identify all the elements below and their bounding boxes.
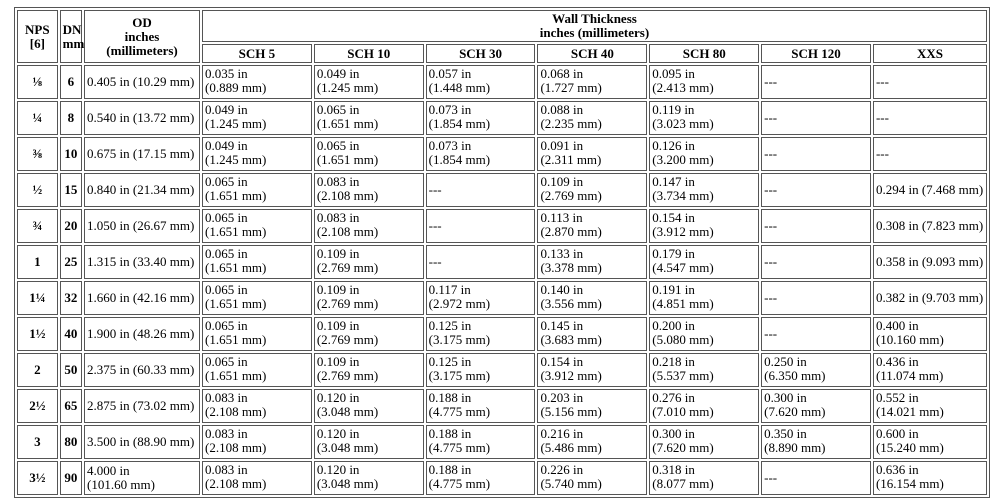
table-row bbox=[17, 425, 987, 459]
wall-line: (5.156 mm) bbox=[540, 404, 602, 419]
wall-line: 0.109 in bbox=[316, 354, 360, 369]
sch-5-cell bbox=[202, 209, 312, 243]
wall-line: (1.651 mm) bbox=[204, 296, 267, 311]
wall-line: (2.769 mm) bbox=[316, 332, 379, 347]
wall-line: 0.083 in bbox=[316, 174, 360, 189]
table-row bbox=[17, 137, 987, 171]
od-cell: 1.050 in (26.67 mm) bbox=[84, 209, 200, 243]
wall-line: --- bbox=[428, 254, 442, 269]
sch-10-cell bbox=[314, 389, 424, 423]
sch-40-cell bbox=[537, 389, 647, 423]
sch-5-cell bbox=[202, 101, 312, 135]
wall-line: --- bbox=[764, 218, 778, 233]
od-cell: 3.500 in (88.90 mm) bbox=[84, 425, 200, 459]
wall-line: (2.108 mm) bbox=[204, 404, 267, 419]
wall-line: 0.126 in bbox=[652, 138, 695, 153]
wall-line: 0.113 in bbox=[540, 210, 583, 225]
wall-line: 0.120 in bbox=[316, 462, 360, 477]
wall-line: 0.065 in bbox=[316, 138, 360, 153]
nps-cell: 3 bbox=[17, 425, 58, 459]
wall-line: 0.119 in bbox=[652, 102, 695, 117]
wall-line: (3.175 mm) bbox=[428, 332, 491, 347]
table-row bbox=[17, 101, 987, 135]
wall-line: 0.203 in bbox=[540, 390, 584, 405]
od-header: OD inches (millimeters) bbox=[84, 10, 200, 63]
wall-line: (2.108 mm) bbox=[316, 188, 379, 203]
sch-120-cell bbox=[761, 425, 871, 459]
xxs-cell bbox=[873, 389, 987, 423]
sch-40-cell bbox=[537, 65, 647, 99]
wall-line: (1.651 mm) bbox=[316, 116, 379, 131]
sch-30-cell bbox=[426, 353, 536, 387]
sch-10-cell bbox=[314, 245, 424, 279]
wall-line: --- bbox=[428, 218, 442, 233]
sch-120-cell bbox=[761, 461, 871, 495]
wall-line: 0.300 in bbox=[764, 390, 807, 405]
sch-30-cell bbox=[426, 389, 536, 423]
wall-line: 0.179 in bbox=[652, 246, 695, 261]
sch-80-cell bbox=[649, 137, 759, 171]
dn-cell: 6 bbox=[60, 65, 82, 99]
wall-line: 0.065 in bbox=[204, 282, 248, 297]
wall-line: (4.775 mm) bbox=[428, 476, 491, 491]
wall-line: 0.382 in (9.703 mm) bbox=[875, 290, 984, 305]
nps-cell: 2½ bbox=[17, 389, 58, 423]
sch-5-header: SCH 5 bbox=[202, 44, 312, 63]
wall-line: (8.890 mm) bbox=[764, 440, 826, 455]
sch-5-cell bbox=[202, 389, 312, 423]
od-cell: 0.405 in (10.29 mm) bbox=[84, 65, 200, 99]
sch-80-cell bbox=[649, 245, 759, 279]
sch-80-cell bbox=[649, 173, 759, 207]
sch-30-cell bbox=[426, 461, 536, 495]
wall-line: (1.651 mm) bbox=[204, 188, 267, 203]
od-cell: 0.840 in (21.34 mm) bbox=[84, 173, 200, 207]
wall-line: 0.049 in bbox=[316, 66, 360, 81]
xxs-cell bbox=[873, 209, 987, 243]
table-body bbox=[17, 65, 987, 495]
wall-line: (2.769 mm) bbox=[540, 188, 602, 203]
wall-line: 0.125 in bbox=[428, 354, 472, 369]
wall-line: (5.537 mm) bbox=[652, 368, 714, 383]
wall-line: (2.108 mm) bbox=[204, 440, 267, 455]
sch-5-cell bbox=[202, 65, 312, 99]
wall-line: (4.851 mm) bbox=[652, 296, 714, 311]
wall-line: 0.057 in bbox=[428, 66, 472, 81]
table-row bbox=[17, 245, 987, 279]
nps-cell: ¾ bbox=[17, 209, 58, 243]
wall-line: 0.035 in bbox=[204, 66, 248, 81]
wall-line: (1.854 mm) bbox=[428, 116, 491, 131]
sch-80-cell bbox=[649, 209, 759, 243]
sch-80-cell bbox=[649, 389, 759, 423]
sch-40-cell bbox=[537, 425, 647, 459]
wall-line: (1.727 mm) bbox=[540, 80, 602, 95]
sch-120-cell bbox=[761, 245, 871, 279]
wall-line: (3.378 mm) bbox=[540, 260, 602, 275]
sch-120-cell bbox=[761, 137, 871, 171]
wall-line: (7.010 mm) bbox=[652, 404, 714, 419]
sch-80-header: SCH 80 bbox=[649, 44, 759, 63]
od-line: 4.000 in bbox=[87, 463, 130, 478]
wall-line: 0.154 in bbox=[652, 210, 695, 225]
wall-line: 0.188 in bbox=[428, 390, 472, 405]
wall-line: (5.080 mm) bbox=[652, 332, 714, 347]
sch-40-cell bbox=[537, 353, 647, 387]
sch-40-cell bbox=[537, 461, 647, 495]
sch-10-cell bbox=[314, 281, 424, 315]
wall-line: 0.068 in bbox=[540, 66, 584, 81]
wall-line: 0.109 in bbox=[540, 174, 584, 189]
wall-line: 0.049 in bbox=[204, 102, 248, 117]
wall-line: 0.636 in bbox=[875, 462, 919, 477]
wall-line: 0.191 in bbox=[652, 282, 695, 297]
xxs-cell bbox=[873, 65, 987, 99]
wall-line: (1.854 mm) bbox=[428, 152, 491, 167]
od-cell: 0.540 in (13.72 mm) bbox=[84, 101, 200, 135]
xxs-header: XXS bbox=[873, 44, 987, 63]
wall-line: (3.048 mm) bbox=[316, 440, 379, 455]
sch-80-cell bbox=[649, 65, 759, 99]
wall-line: 0.073 in bbox=[428, 102, 472, 117]
table-row bbox=[17, 209, 987, 243]
od-cell: 1.660 in (42.16 mm) bbox=[84, 281, 200, 315]
wall-line: (1.448 mm) bbox=[428, 80, 491, 95]
wall-line: 0.049 in bbox=[204, 138, 248, 153]
wall-line: (2.311 mm) bbox=[540, 152, 602, 167]
wall-line: (11.074 mm) bbox=[875, 368, 944, 383]
sch-30-cell bbox=[426, 209, 536, 243]
nps-cell: ⅜ bbox=[17, 137, 58, 171]
dn-cell: 65 bbox=[60, 389, 82, 423]
dn-cell: 20 bbox=[60, 209, 82, 243]
nps-header: NPS [6] bbox=[17, 10, 58, 63]
sch-5-cell bbox=[202, 281, 312, 315]
sch-5-cell bbox=[202, 425, 312, 459]
wall-line: 0.154 in bbox=[540, 354, 584, 369]
wall-line: 0.350 in bbox=[764, 426, 807, 441]
table-row bbox=[17, 389, 987, 423]
sch-30-cell bbox=[426, 425, 536, 459]
wall-line: 0.065 in bbox=[204, 174, 248, 189]
sch-120-cell bbox=[761, 209, 871, 243]
wall-line: --- bbox=[875, 110, 889, 125]
dn-cell: 50 bbox=[60, 353, 82, 387]
sch-30-cell bbox=[426, 65, 536, 99]
dn-cell: 40 bbox=[60, 317, 82, 351]
sch-40-cell bbox=[537, 209, 647, 243]
wall-line: --- bbox=[764, 110, 778, 125]
nps-cell: 3½ bbox=[17, 461, 58, 495]
wall-line: 0.083 in bbox=[204, 462, 248, 477]
wall-line: 0.318 in bbox=[652, 462, 695, 477]
wall-line: 0.400 in bbox=[875, 318, 919, 333]
wall-line: --- bbox=[428, 182, 442, 197]
dn-cell: 10 bbox=[60, 137, 82, 171]
wall-line: 0.552 in bbox=[875, 390, 919, 405]
sch-40-cell bbox=[537, 101, 647, 135]
od-cell: 1.900 in (48.26 mm) bbox=[84, 317, 200, 351]
sch-120-cell bbox=[761, 65, 871, 99]
wall-line: --- bbox=[764, 146, 778, 161]
wall-line: --- bbox=[764, 326, 778, 341]
wall-line: (7.620 mm) bbox=[764, 404, 826, 419]
table-row bbox=[17, 65, 987, 99]
sch-5-cell bbox=[202, 461, 312, 495]
wall-line: (2.769 mm) bbox=[316, 260, 379, 275]
sch-30-cell bbox=[426, 173, 536, 207]
wall-line: 0.065 in bbox=[204, 246, 248, 261]
xxs-cell bbox=[873, 137, 987, 171]
wall-line: 0.218 in bbox=[652, 354, 695, 369]
dn-cell: 25 bbox=[60, 245, 82, 279]
dn-cell: 32 bbox=[60, 281, 82, 315]
nps-cell: ⅛ bbox=[17, 65, 58, 99]
sch-10-cell bbox=[314, 353, 424, 387]
wall-line: --- bbox=[764, 254, 778, 269]
wall-line: (1.651 mm) bbox=[204, 260, 267, 275]
wall-line: (1.651 mm) bbox=[204, 368, 267, 383]
sch-80-cell bbox=[649, 317, 759, 351]
od-line: (101.60 mm) bbox=[87, 477, 155, 492]
xxs-cell bbox=[873, 173, 987, 207]
wall-line: 0.358 in (9.093 mm) bbox=[875, 254, 984, 269]
nps-cell: 1¼ bbox=[17, 281, 58, 315]
sch-30-cell bbox=[426, 101, 536, 135]
wall-line: --- bbox=[875, 74, 889, 89]
wall-line: 0.300 in bbox=[652, 426, 695, 441]
table-row bbox=[17, 173, 987, 207]
wall-line: 0.147 in bbox=[652, 174, 695, 189]
wall-line: (2.870 mm) bbox=[540, 224, 602, 239]
sch-10-cell bbox=[314, 209, 424, 243]
wall-line: (3.683 mm) bbox=[540, 332, 602, 347]
wall-line: (4.775 mm) bbox=[428, 440, 491, 455]
sch-30-cell bbox=[426, 317, 536, 351]
sch-10-cell bbox=[314, 137, 424, 171]
wall-line: 0.095 in bbox=[652, 66, 695, 81]
sch-5-cell bbox=[202, 245, 312, 279]
wall-line: 0.065 in bbox=[204, 318, 248, 333]
wall-line: 0.294 in (7.468 mm) bbox=[875, 182, 984, 197]
od-cell: 1.315 in (33.40 mm) bbox=[84, 245, 200, 279]
xxs-cell bbox=[873, 461, 987, 495]
wall-line: (1.245 mm) bbox=[204, 116, 267, 131]
wall-line: 0.109 in bbox=[316, 246, 360, 261]
sch-30-cell bbox=[426, 245, 536, 279]
wall-line: (3.048 mm) bbox=[316, 476, 379, 491]
wall-line: 0.117 in bbox=[428, 282, 471, 297]
wall-line: --- bbox=[764, 182, 778, 197]
dn-cell: 8 bbox=[60, 101, 82, 135]
sch-30-cell bbox=[426, 137, 536, 171]
wall-line: 0.125 in bbox=[428, 318, 472, 333]
wall-line: 0.065 in bbox=[316, 102, 360, 117]
wall-line: --- bbox=[875, 146, 889, 161]
sch-80-cell bbox=[649, 425, 759, 459]
wall-line: 0.091 in bbox=[540, 138, 584, 153]
wall-line: 0.088 in bbox=[540, 102, 584, 117]
sch-40-cell bbox=[537, 173, 647, 207]
wall-line: --- bbox=[764, 470, 778, 485]
wall-line: 0.200 in bbox=[652, 318, 695, 333]
sch-80-cell bbox=[649, 353, 759, 387]
dn-cell: 90 bbox=[60, 461, 82, 495]
sch-10-header: SCH 10 bbox=[314, 44, 424, 63]
wall-line: (8.077 mm) bbox=[652, 476, 714, 491]
sch-120-cell bbox=[761, 317, 871, 351]
sch-120-header: SCH 120 bbox=[761, 44, 871, 63]
wall-line: 0.308 in (7.823 mm) bbox=[875, 218, 984, 233]
wall-line: 0.140 in bbox=[540, 282, 584, 297]
od-cell: 0.675 in (17.15 mm) bbox=[84, 137, 200, 171]
od-cell: 2.875 in (73.02 mm) bbox=[84, 389, 200, 423]
wall-line: 0.109 in bbox=[316, 282, 360, 297]
wall-line: (14.021 mm) bbox=[875, 404, 944, 419]
wall-line: 0.120 in bbox=[316, 390, 360, 405]
sch-80-cell bbox=[649, 281, 759, 315]
wall-line: 0.188 in bbox=[428, 462, 472, 477]
sch-120-cell bbox=[761, 101, 871, 135]
wall-line: 0.120 in bbox=[316, 426, 360, 441]
wall-line: (15.240 mm) bbox=[875, 440, 944, 455]
nps-cell: ¼ bbox=[17, 101, 58, 135]
wall-line: (4.547 mm) bbox=[652, 260, 714, 275]
sch-120-cell bbox=[761, 389, 871, 423]
wall-line: 0.188 in bbox=[428, 426, 472, 441]
sch-5-cell bbox=[202, 137, 312, 171]
wall-line: 0.216 in bbox=[540, 426, 584, 441]
wall-line: (3.556 mm) bbox=[540, 296, 602, 311]
wall-line: (1.651 mm) bbox=[204, 224, 267, 239]
xxs-cell bbox=[873, 317, 987, 351]
table-row bbox=[17, 317, 987, 351]
wall-thickness-header: Wall Thickness inches (millimeters) bbox=[202, 10, 987, 42]
wall-line: 0.145 in bbox=[540, 318, 584, 333]
wall-line: --- bbox=[764, 74, 778, 89]
sch-40-cell bbox=[537, 137, 647, 171]
wall-line: (1.245 mm) bbox=[204, 152, 267, 167]
wall-line: (0.889 mm) bbox=[204, 80, 267, 95]
sch-5-cell bbox=[202, 173, 312, 207]
wall-line: (4.775 mm) bbox=[428, 404, 491, 419]
wall-line: (1.651 mm) bbox=[204, 332, 267, 347]
sch-40-cell bbox=[537, 245, 647, 279]
sch-10-cell bbox=[314, 317, 424, 351]
sch-80-cell bbox=[649, 101, 759, 135]
wall-line: 0.250 in bbox=[764, 354, 807, 369]
sch-5-cell bbox=[202, 317, 312, 351]
wall-line: 0.083 in bbox=[204, 426, 248, 441]
wall-line: (3.023 mm) bbox=[652, 116, 714, 131]
wall-line: 0.073 in bbox=[428, 138, 472, 153]
sch-10-cell bbox=[314, 461, 424, 495]
dn-cell: 15 bbox=[60, 173, 82, 207]
wall-line: (2.235 mm) bbox=[540, 116, 602, 131]
wall-line: 0.276 in bbox=[652, 390, 695, 405]
xxs-cell bbox=[873, 281, 987, 315]
wall-line: (2.972 mm) bbox=[428, 296, 491, 311]
nps-cell: ½ bbox=[17, 173, 58, 207]
wall-line: (5.486 mm) bbox=[540, 440, 602, 455]
xxs-cell bbox=[873, 425, 987, 459]
wall-line: (3.912 mm) bbox=[652, 224, 714, 239]
sch-120-cell bbox=[761, 281, 871, 315]
sch-5-cell bbox=[202, 353, 312, 387]
wall-line: (3.200 mm) bbox=[652, 152, 714, 167]
xxs-cell bbox=[873, 101, 987, 135]
table-row bbox=[17, 281, 987, 315]
table-row bbox=[17, 461, 987, 495]
wall-line: 0.109 in bbox=[316, 318, 360, 333]
wall-line: 0.226 in bbox=[540, 462, 584, 477]
od-cell bbox=[84, 461, 200, 495]
nps-cell: 1 bbox=[17, 245, 58, 279]
sch-30-cell bbox=[426, 281, 536, 315]
wall-line: (3.734 mm) bbox=[652, 188, 714, 203]
wall-line: 0.436 in bbox=[875, 354, 919, 369]
wall-line: (6.350 mm) bbox=[764, 368, 826, 383]
wall-line: 0.065 in bbox=[204, 354, 248, 369]
xxs-cell bbox=[873, 353, 987, 387]
sch-40-cell bbox=[537, 317, 647, 351]
dn-header: DN mm bbox=[60, 10, 82, 63]
wall-line: (2.108 mm) bbox=[316, 224, 379, 239]
wall-line: (2.769 mm) bbox=[316, 296, 379, 311]
sch-30-header: SCH 30 bbox=[426, 44, 536, 63]
nps-cell: 1½ bbox=[17, 317, 58, 351]
sch-10-cell bbox=[314, 65, 424, 99]
nps-cell: 2 bbox=[17, 353, 58, 387]
pipe-schedule-table bbox=[14, 7, 990, 498]
sch-120-cell bbox=[761, 353, 871, 387]
sch-40-header: SCH 40 bbox=[537, 44, 647, 63]
xxs-cell bbox=[873, 245, 987, 279]
sch-120-cell bbox=[761, 173, 871, 207]
wall-line: --- bbox=[764, 290, 778, 305]
dn-cell: 80 bbox=[60, 425, 82, 459]
wall-line: (3.048 mm) bbox=[316, 404, 379, 419]
table-row bbox=[17, 353, 987, 387]
wall-line: (1.245 mm) bbox=[316, 80, 379, 95]
sch-10-cell bbox=[314, 173, 424, 207]
sch-10-cell bbox=[314, 425, 424, 459]
wall-line: (16.154 mm) bbox=[875, 476, 944, 491]
wall-line: 0.600 in bbox=[875, 426, 919, 441]
wall-line: (2.413 mm) bbox=[652, 80, 714, 95]
wall-line: (7.620 mm) bbox=[652, 440, 714, 455]
wall-line: (1.651 mm) bbox=[316, 152, 379, 167]
wall-line: 0.065 in bbox=[204, 210, 248, 225]
wall-line: 0.083 in bbox=[204, 390, 248, 405]
wall-line: (10.160 mm) bbox=[875, 332, 944, 347]
sch-10-cell bbox=[314, 101, 424, 135]
wall-line: (3.175 mm) bbox=[428, 368, 491, 383]
wall-line: 0.133 in bbox=[540, 246, 584, 261]
wall-line: (3.912 mm) bbox=[540, 368, 602, 383]
wall-line: (5.740 mm) bbox=[540, 476, 602, 491]
wall-line: (2.769 mm) bbox=[316, 368, 379, 383]
sch-40-cell bbox=[537, 281, 647, 315]
sch-80-cell bbox=[649, 461, 759, 495]
od-cell: 2.375 in (60.33 mm) bbox=[84, 353, 200, 387]
wall-line: 0.083 in bbox=[316, 210, 360, 225]
wall-line: (2.108 mm) bbox=[204, 476, 267, 491]
